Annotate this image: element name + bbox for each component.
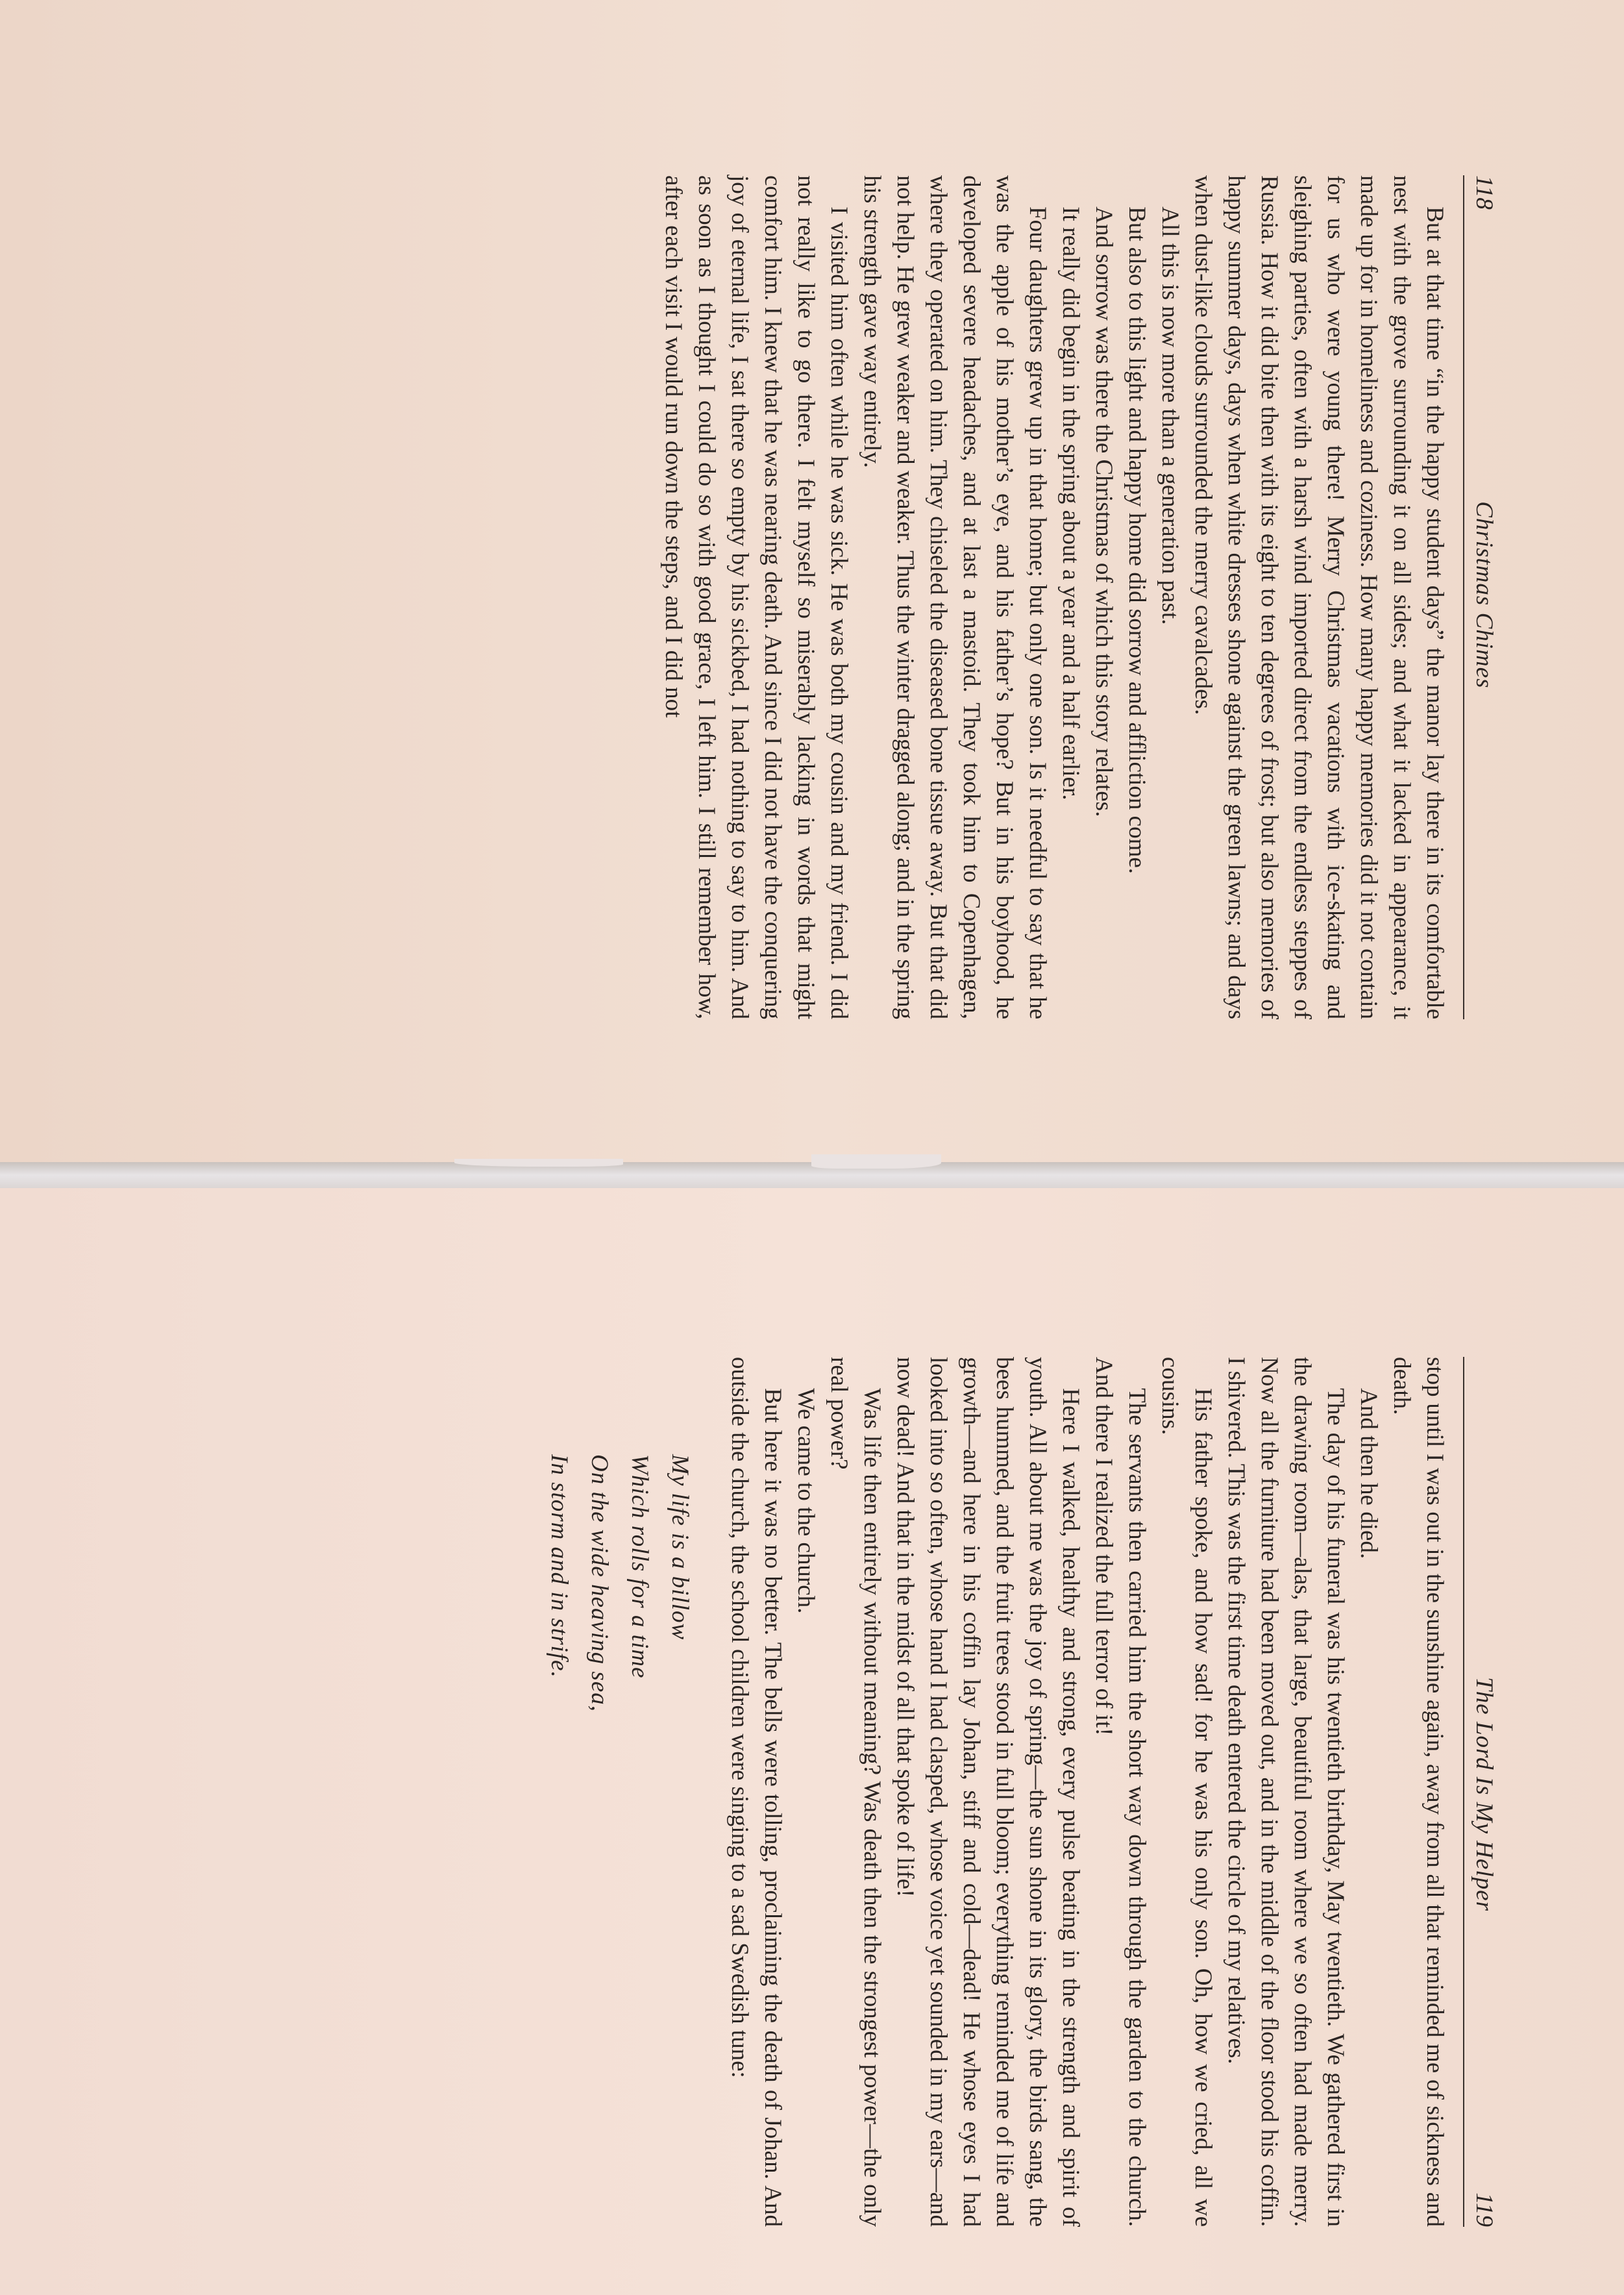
poem-line: On the wide heaving sea, [586, 1454, 613, 1712]
page-number-118: 118 [1471, 175, 1497, 210]
paragraph: The day of his funeral was his twentieth birthday, May twentieth. We gathered first in the drawing room—alas, that large, beautiful room where we so often had made merry. Now all the furniture had been moved out, and in the middle of the floor stood his coffin. I shivered. This was the first time death entered the circle of my relatives. [1223, 1357, 1349, 2227]
paragraph: And sorrow was there the Christmas of which this story relates. [1090, 206, 1117, 817]
paragraph: His father spoke, and how sad! for he was his only son. Oh, how we cried, all we cousins. [1157, 1357, 1216, 2227]
poem-line: My life is a billow [667, 1454, 693, 1641]
left-page-running-head [1463, 175, 1499, 1019]
paragraph: All this is now more than a generation past. [1157, 206, 1183, 625]
paragraph: And then he died. [1355, 1388, 1382, 1559]
left-page-text-column [657, 175, 1499, 1019]
paragraph: Was life then entirely without meaning? Was death then the strongest power—the only real power? [826, 1357, 885, 2227]
page-number-119: 119 [1471, 2192, 1497, 2227]
paragraph: But here it was no better. The bells were tolling, proclaiming the death of Johan. And outside the church, the school children were singing to a sad Swedish tune: [726, 1357, 786, 2227]
running-title-christmas-chimes: Christmas Chimes [1471, 501, 1497, 689]
running-title-lord-is-my-helper: The Lord Is My Helper [1471, 1677, 1497, 1912]
paragraph: stop until I was out in the sunshine again, away from all that reminded me of sickness and death. [1388, 1357, 1448, 2227]
paragraph: I visited him often while he was sick. He was both my cousin and my friend. I did not really like to go there. I felt myself so miserably lacking in words that might comfort him. I knew that he was nearing death. And since I did not have the conquering joy of eternal life, I sat there so empty by his sickbed, I had nothing to say to him. And as soon as I thought I could do so with good grace, I left him. I still remember how, after each visit I would run down the steps, and I did not [660, 175, 852, 1019]
right-page-running-head [1463, 1357, 1499, 2227]
right-page-text-column [539, 1357, 1499, 2227]
poem-line: In storm and in strife. [546, 1454, 572, 1678]
paragraph: Four daughters grew up in that home; but only one son. Is it needful to say that he was the apple of his mother’s eye, and his father’s hope? But in his boyhood, he developed severe headaches, and at last a mastoid. They took him to Copenhagen, where they operated on him. They chiseled the diseased bone tissue away. But that did not help. He grew weaker and weaker. Thus the winter dragged along; and in the spring his strength gave way entirely. [859, 175, 1051, 1019]
paragraph: But at that time “in the happy student days” the manor lay there in its comfortable nest with the grove surrounding it on all sides; and what it lacked in appearance, it made up for in homeliness and coziness. How many happy memories did it not contain for us who were young there! Merry Christmas vacations with ice-skating and sleighing parties, often with a harsh wind imported direct from the endless steppes of Russia. How it did bite then with its eight to ten degrees of frost; but also memories of happy summer days, days when white dresses shone against the green lawns; and days when dust-like clouds surrounded the merry cavalcades. [1190, 175, 1448, 1019]
poem-line: Which rolls for a time [626, 1454, 653, 1679]
poem-stanza [539, 1357, 700, 2227]
paragraph: Here I walked, healthy and strong, every pulse beating in the strength and spirit of youth. All about me was the joy of spring—the sun shone in its glory, the birds sang, the bees hummed, and the fruit trees stood in full bloom; everything reminded me of life and growth—and here in his coffin lay Johan, stiff and cold—dead! He whose eyes I had looked into so often, whose hand I had clasped, whose voice yet sounded in my ears—and now dead! And that in the midst of all that spoke of life! [892, 1357, 1084, 2227]
paragraph: We came to the church. [793, 1388, 819, 1614]
paragraph: The servants then carried him the short way down through the garden to the church. And there I realized the full terror of it! [1090, 1357, 1150, 2227]
paragraph: But also to this light and happy home did sorrow and affliction come. [1124, 206, 1150, 875]
torn-edge [811, 1154, 941, 1169]
torn-edge [454, 1159, 623, 1167]
paragraph: It really did begin in the spring about a year and a half earlier. [1057, 206, 1084, 800]
